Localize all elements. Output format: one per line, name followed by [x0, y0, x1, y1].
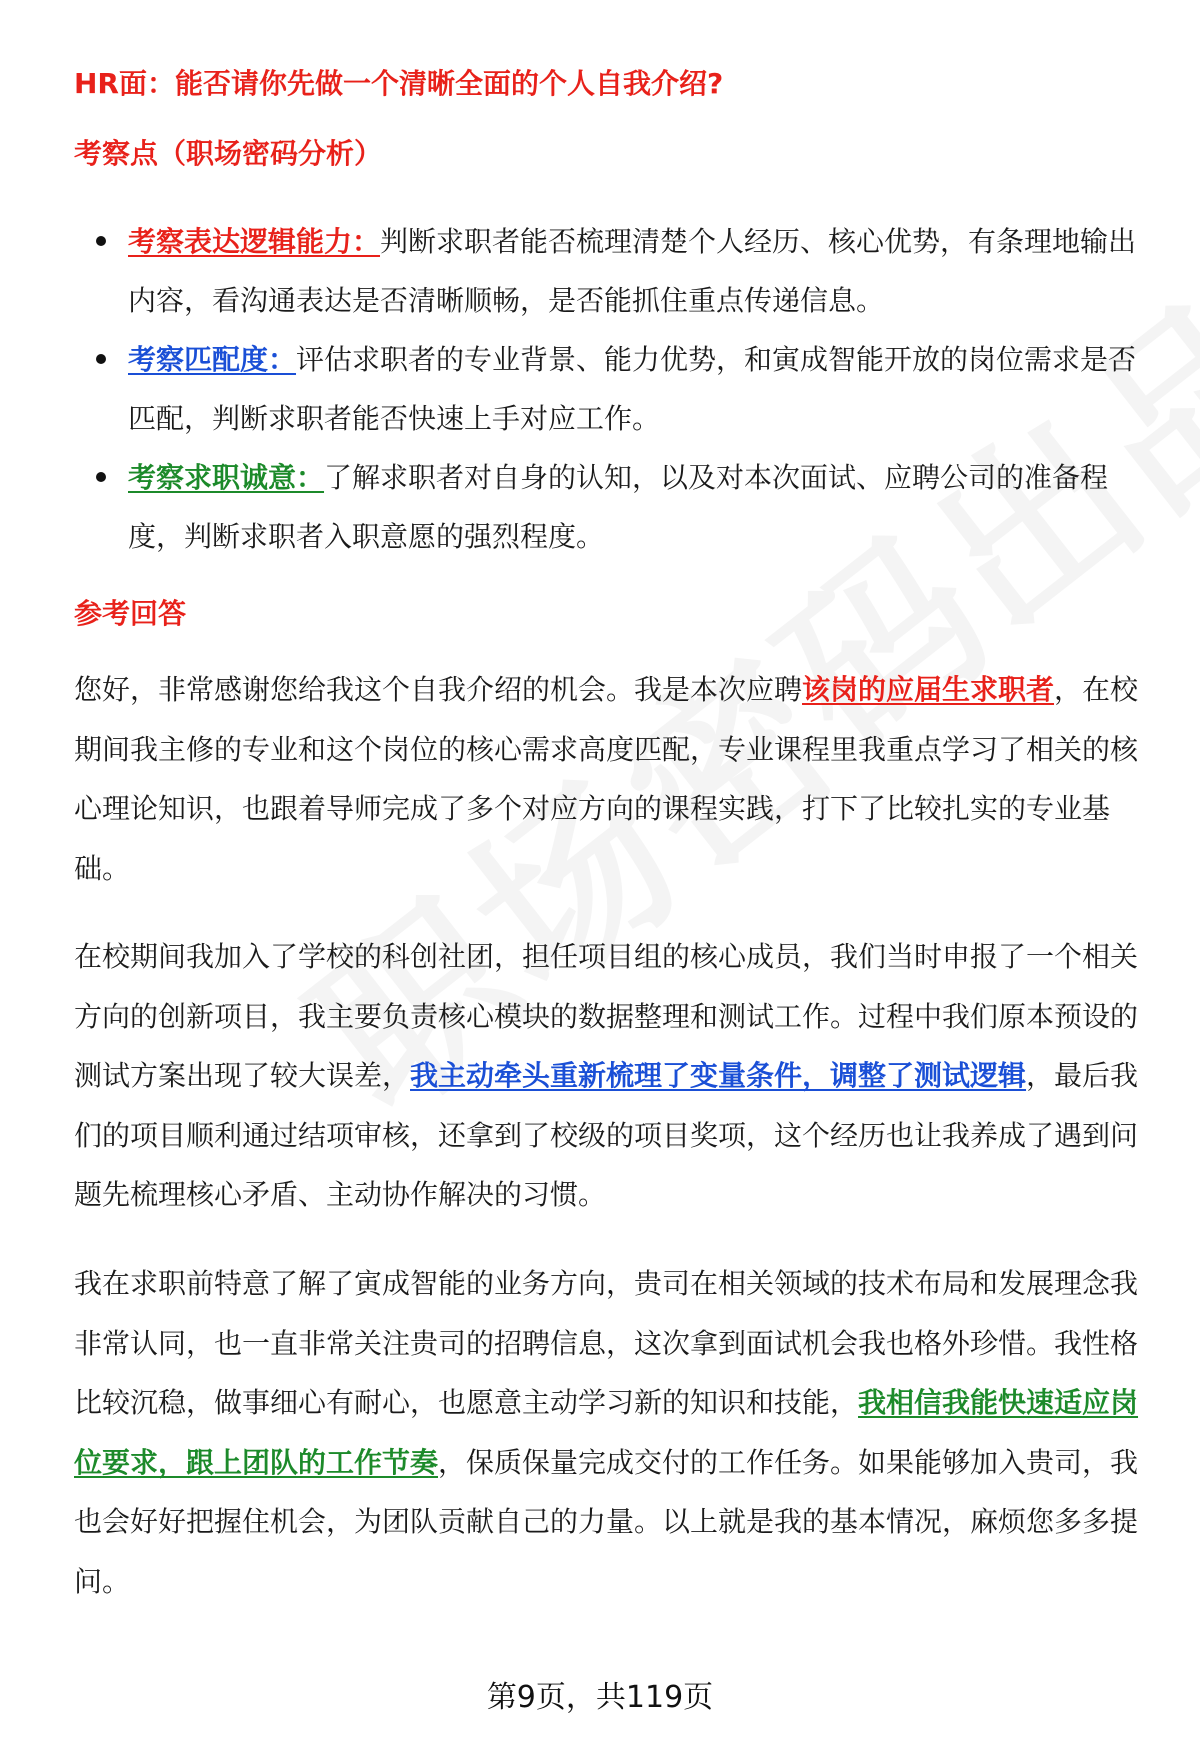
checkpoint-label: 考察匹配度：: [128, 343, 297, 376]
bullet-dot-icon: [96, 236, 106, 246]
checkpoint-list: [96, 212, 1146, 566]
checkpoint-item: [96, 212, 1146, 330]
bullet-dot-icon: [96, 472, 106, 482]
answer-paragraph-1: [74, 660, 1146, 898]
para2-highlight: 我主动牵头重新梳理了变量条件，调整了测试逻辑: [410, 1059, 1027, 1092]
para2-text: 在校期间我加入了学校的科创社团，担任项目组的核心成员，我们当时申报了一个相关方向的创新项目，我主要负责核心模块的数据整理和测试工作。过程中我们原本预设的测试方案出现了较大误差，: [74, 940, 1139, 1092]
checkpoint-label: 考察表达逻辑能力：: [128, 225, 381, 258]
checkpoint-text: 评估求职者的专业背景、能力优势，和寅成智能开放的岗位需求是否匹配，判断求职者能否快速上手对应工作。: [128, 343, 1137, 435]
page-number: 第9页，共119页: [486, 1680, 714, 1715]
answer-paragraph-2: [74, 927, 1146, 1225]
para3-highlight: 我相信我能快速适应岗位要求，跟上团队的工作节奏: [74, 1386, 1139, 1479]
question-title: HR面：能否请你先做一个清晰全面的个人自我介绍?: [74, 67, 724, 100]
para3-text: 我在求职前特意了解了寅成智能的业务方向，贵司在相关领域的技术布局和发展理念我非常认同，也一直非常关注贵司的招聘信息，这次拿到面试机会我也格外珍惜。我性格比较沉稳，做事细心有耐心，也愿意主动学习新的知识和技能，: [74, 1267, 1139, 1419]
reference-heading: 参考回答: [74, 597, 187, 630]
checkpoint-heading: 考察点（职场密码分析）: [74, 137, 383, 170]
para2-text-end: ，最后我们的项目顺利通过结项审核，还拿到了校级的项目奖项，这个经历也让我养成了遇到问题先梳理核心矛盾、主动协作解决的习惯。: [74, 1059, 1139, 1211]
para1-text-end: ，在校期间我主修的专业和这个岗位的核心需求高度匹配，专业课程里我重点学习了相关的核心理论知识，也跟着导师完成了多个对应方向的课程实践，打下了比较扎实的专业基础。: [74, 673, 1139, 885]
checkpoint-text: 了解求职者对自身的认知，以及对本次面试、应聘公司的准备程度，判断求职者入职意愿的强烈程度。: [128, 461, 1109, 553]
checkpoint-label: 考察求职诚意：: [128, 461, 325, 494]
bullet-dot-icon: [96, 354, 106, 364]
para3-text-end: ，保质保量完成交付的工作任务。如果能够加入贵司，我也会好好把握住机会，为团队贡献自己的力量。以上就是我的基本情况，麻烦您多多提问。: [74, 1445, 1139, 1598]
checkpoint-text: 判断求职者能否梳理清楚个人经历、核心优势，有条理地输出内容，看沟通表达是否清晰顺畅，是否能抓住重点传递信息。: [128, 225, 1137, 317]
checkpoint-item: [96, 448, 1146, 566]
checkpoint-item: [96, 330, 1146, 448]
answer-paragraph-3: [74, 1254, 1146, 1611]
para1-text: 您好，非常感谢您给我这个自我介绍的机会。我是本次应聘: [74, 673, 803, 706]
para1-highlight: 该岗的应届生求职者: [802, 673, 1055, 706]
